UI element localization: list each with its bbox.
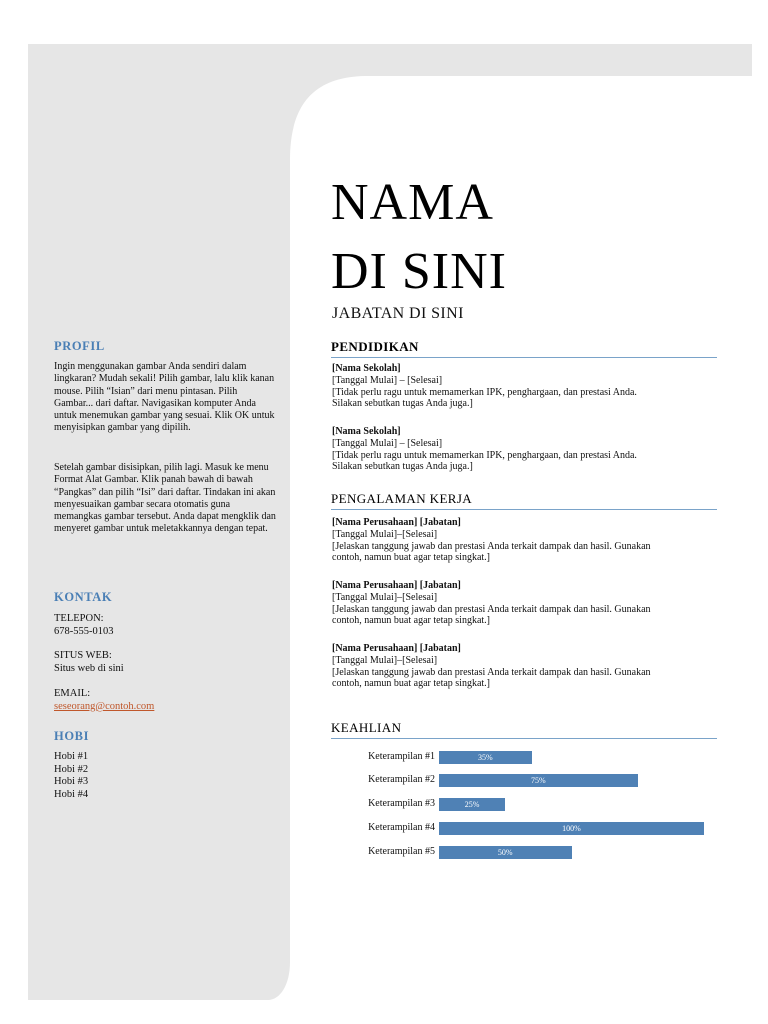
skill-row	[331, 821, 721, 835]
education-desc: Silakan sebutkan tugas Anda juga.]	[332, 461, 473, 473]
skill-label: Keterampilan #4	[368, 822, 435, 833]
hobby-item: Hobi #1	[54, 751, 89, 762]
experience-dates: [Tanggal Mulai]–[Selesai]	[332, 528, 438, 540]
profile-paragraph-1: Ingin menggunakan gambar Anda sendiri dalam lingkaran? Mudah sekali! Pilih gambar, lalu klik kanan mouse. Pilih “Isian” dari menu pintasan. Pilih Gambar... dari daftar. Navigasikan komputer Anda untuk menemukan gambar yang sesuai. Klik OK untuk menyisipkan gambar yang dipilih.	[54, 361, 275, 434]
education-heading: PENDIDIKAN	[331, 339, 717, 358]
experience-entry	[332, 643, 722, 690]
school-name: [Nama Sekolah]	[332, 363, 401, 374]
email-label: EMAIL:	[54, 688, 91, 699]
education-desc: [Tidak perlu ragu untuk memamerkan IPK, penghargaan, dan prestasi Anda.	[332, 386, 637, 398]
job-title: JABATAN DI SINI	[332, 305, 464, 322]
experience-desc: contoh, namun buat agar tetap singkat.]	[332, 615, 491, 627]
hobby-item: Hobi #4	[54, 789, 89, 800]
name-line-2: DI SINI	[331, 243, 507, 300]
phone-label: TELEPON:	[54, 613, 104, 624]
experience-entry	[332, 580, 722, 627]
email-link[interactable]: seseorang@contoh.com	[54, 701, 155, 712]
skill-bar: 75%	[439, 774, 638, 787]
skill-bar: 35%	[439, 751, 532, 764]
profile-heading: PROFIL	[54, 339, 105, 353]
experience-desc: [Jelaskan tanggung jawab dan prestasi Anda terkait dampak dan hasil. Gunakan	[332, 540, 651, 552]
skill-track	[439, 822, 704, 835]
experience-desc: [Jelaskan tanggung jawab dan prestasi Anda terkait dampak dan hasil. Gunakan	[332, 603, 651, 615]
experience-dates: [Tanggal Mulai]–[Selesai]	[332, 654, 438, 666]
experience-desc: contoh, namun buat agar tetap singkat.]	[332, 678, 491, 690]
skill-track	[439, 798, 704, 811]
skills-heading: KEAHLIAN	[331, 720, 717, 739]
school-name: [Nama Sekolah]	[332, 426, 401, 437]
education-desc: Silakan sebutkan tugas Anda juga.]	[332, 398, 473, 410]
skill-label: Keterampilan #3	[368, 798, 435, 809]
phone-value: 678-555-0103	[54, 626, 114, 637]
experience-desc: contoh, namun buat agar tetap singkat.]	[332, 552, 491, 564]
experience-entry	[332, 517, 722, 564]
website-label: SITUS WEB:	[54, 650, 112, 661]
company-title: [Nama Perusahaan] [Jabatan]	[332, 517, 461, 528]
website-value: Situs web di sini	[54, 663, 124, 674]
profile-paragraph-2: Setelah gambar disisipkan, pilih lagi. Masuk ke menu Format Alat Gambar. Klik panah bawah di bawah “Pangkas” dan pilih “Isi” dari daftar. Tindakan ini akan menyesuaikan gambar secara otomatis guna memangkas gambar tersebut. Anda dapat mengklik dan menyeret gambar untuk meletakkannya dengan tepat.	[54, 462, 276, 535]
skill-row	[331, 797, 721, 811]
education-desc: [Tidak perlu ragu untuk memamerkan IPK, penghargaan, dan prestasi Anda.	[332, 449, 637, 461]
skill-row	[331, 845, 721, 859]
skill-track	[439, 751, 704, 764]
education-dates: [Tanggal Mulai] – [Selesai]	[332, 437, 443, 449]
contact-heading: KONTAK	[54, 590, 113, 604]
hobby-item: Hobi #3	[54, 776, 89, 787]
hobby-item: Hobi #2	[54, 764, 89, 775]
education-dates: [Tanggal Mulai] – [Selesai]	[332, 374, 443, 386]
skill-track	[439, 774, 704, 787]
company-title: [Nama Perusahaan] [Jabatan]	[332, 643, 461, 654]
hobbies-heading: HOBI	[54, 729, 90, 743]
company-title: [Nama Perusahaan] [Jabatan]	[332, 580, 461, 591]
experience-desc: [Jelaskan tanggung jawab dan prestasi Anda terkait dampak dan hasil. Gunakan	[332, 666, 651, 678]
skill-bar: 25%	[439, 798, 505, 811]
skill-row	[331, 750, 721, 764]
skill-row	[331, 773, 721, 787]
experience-heading: PENGALAMAN KERJA	[331, 491, 717, 510]
skill-bar: 100%	[439, 822, 704, 835]
skill-label: Keterampilan #1	[368, 751, 435, 762]
skill-bar: 50%	[439, 846, 572, 859]
skill-label: Keterampilan #2	[368, 774, 435, 785]
education-entry	[332, 363, 722, 410]
name-line-1: NAMA	[331, 174, 494, 231]
experience-dates: [Tanggal Mulai]–[Selesai]	[332, 591, 438, 603]
skill-track	[439, 846, 704, 859]
skill-label: Keterampilan #5	[368, 846, 435, 857]
education-entry	[332, 426, 722, 473]
